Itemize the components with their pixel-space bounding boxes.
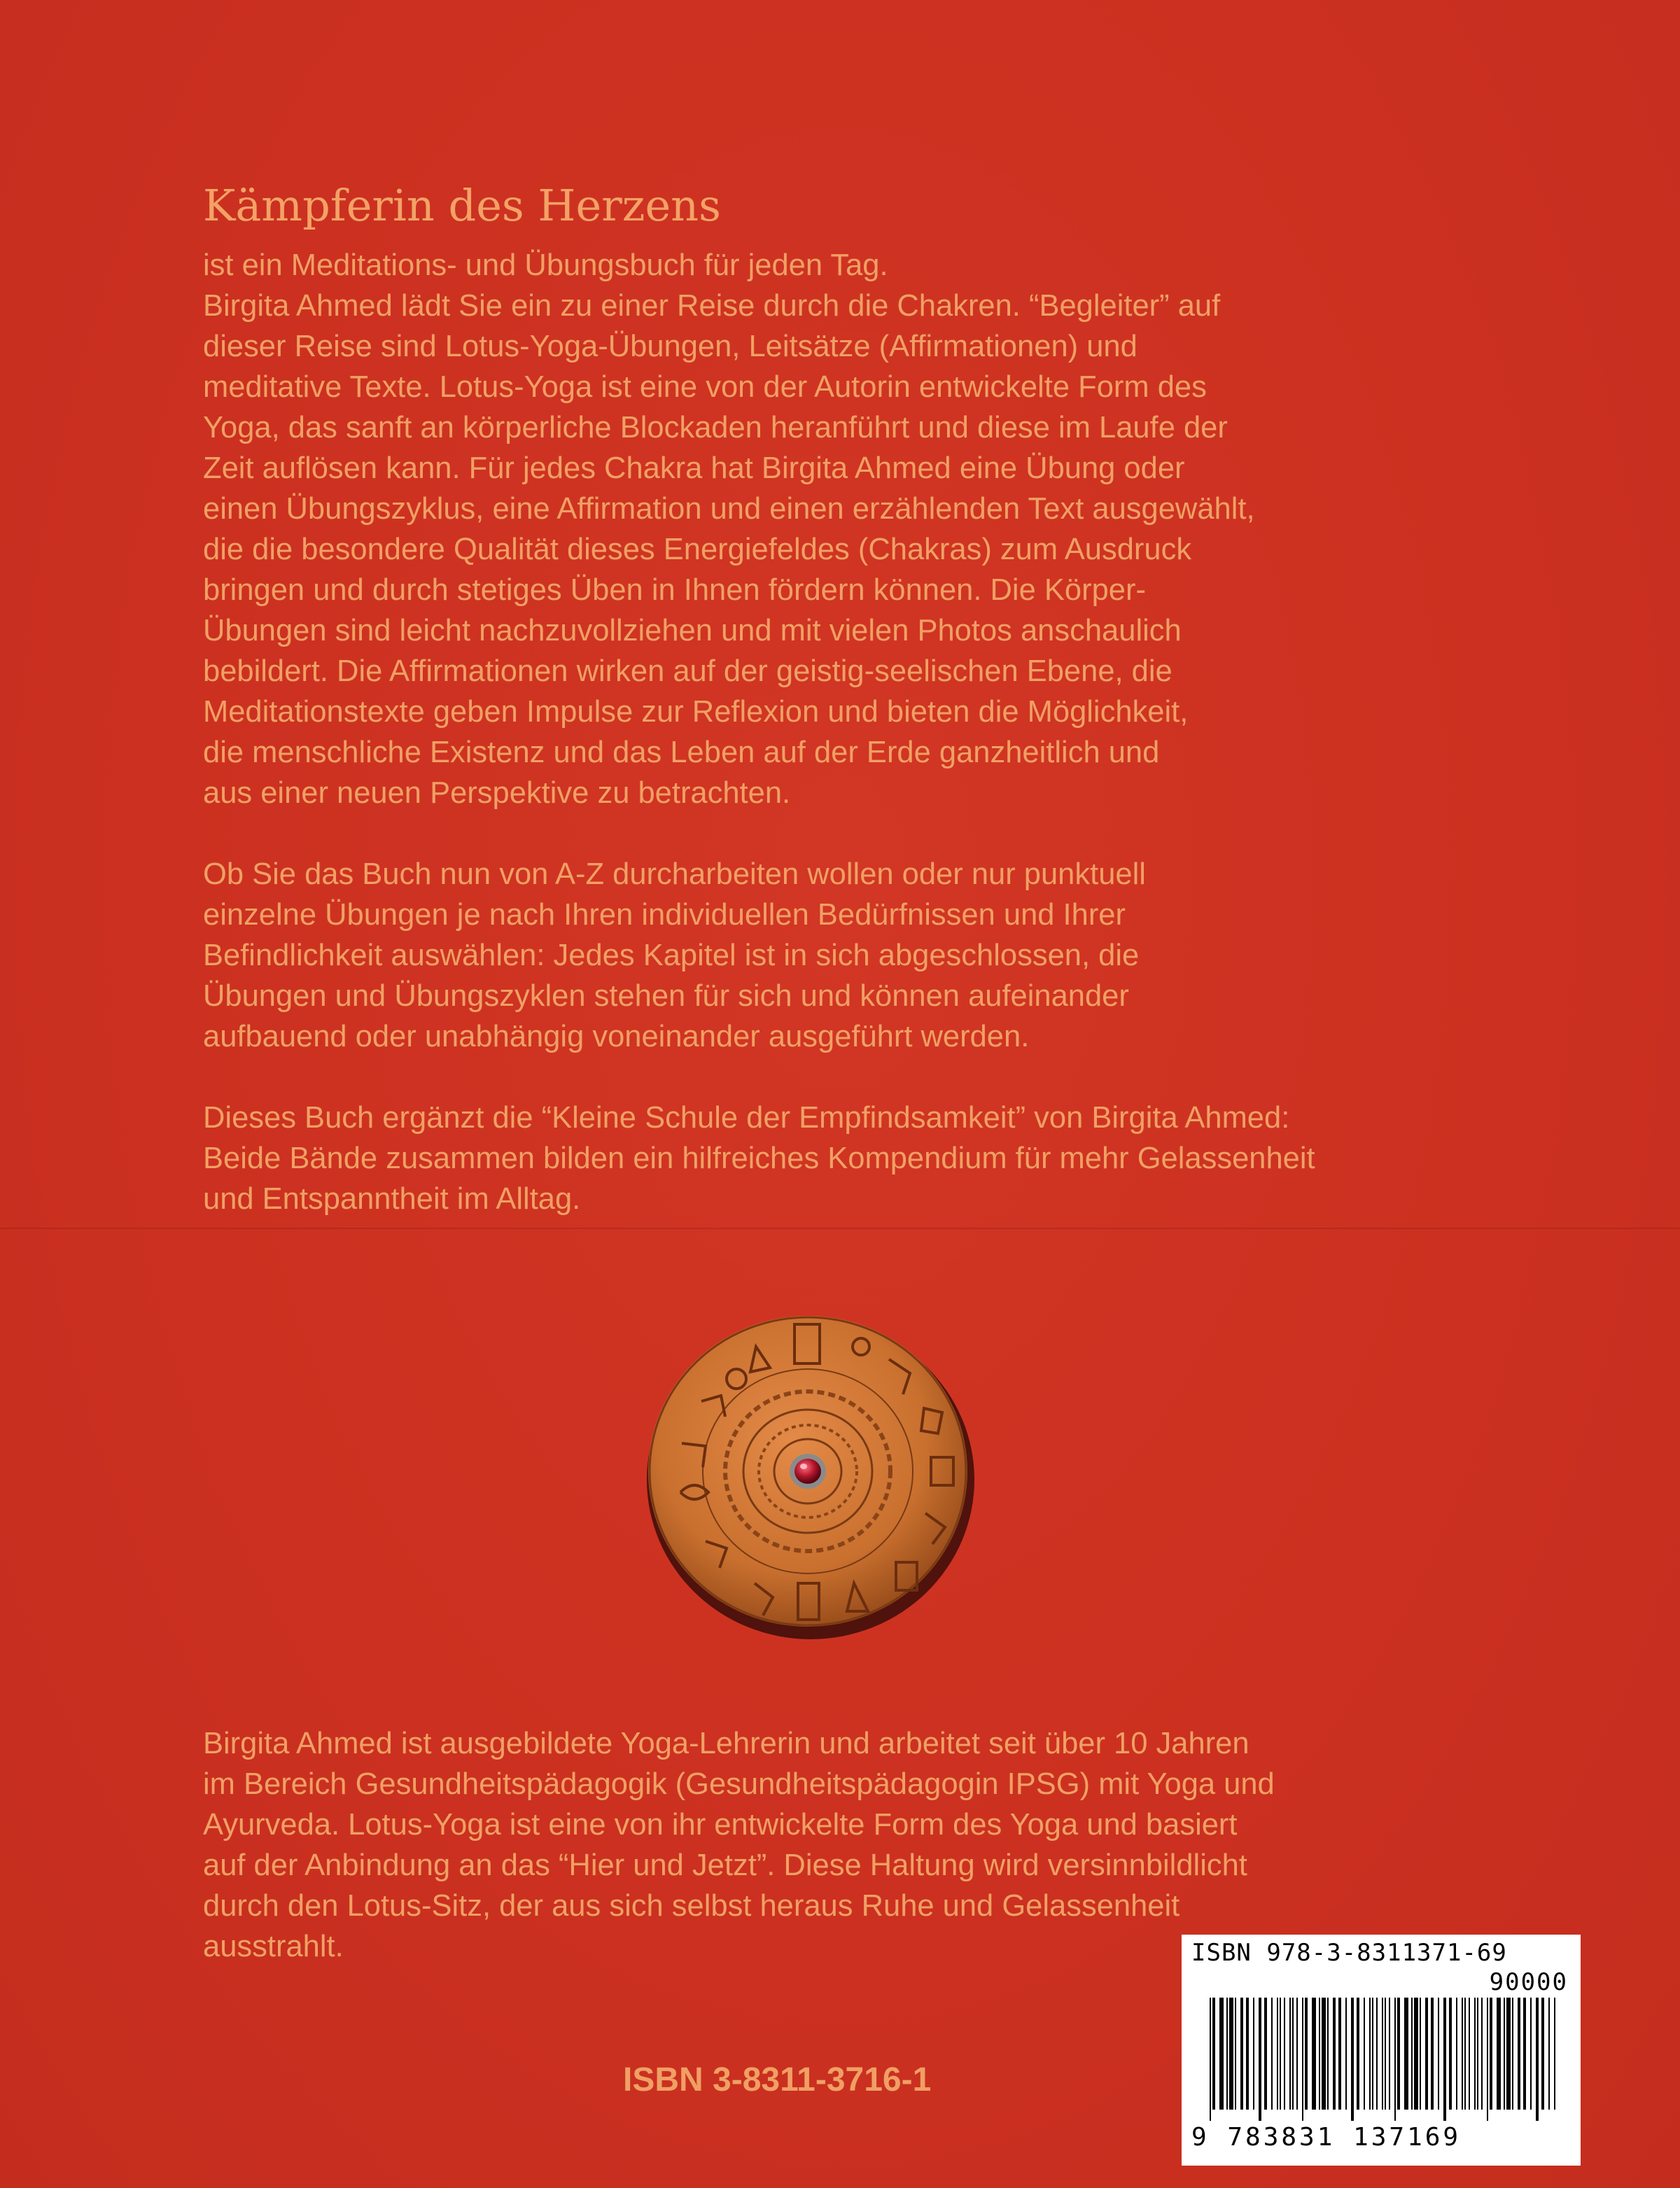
barcode-bar (1487, 1998, 1488, 2121)
text-line: aus einer neuen Perspektive zu betrachten. (203, 776, 791, 810)
barcode-bar (1397, 1998, 1400, 2110)
text-line: bebildert. Die Affirmationen wirken auf der geistig-seelischen Ebene, die (203, 654, 1172, 688)
text-line: ausstrahlt. (203, 1930, 344, 1963)
text-line: bringen und durch stetiges Üben in Ihnen fördern können. Die Körper- (203, 573, 1146, 607)
isbn-barcode (1182, 1935, 1581, 2166)
barcode-bar (1443, 1998, 1446, 2121)
barcode-addon-code: 90000 (1489, 1968, 1568, 1996)
barcode-bar (1338, 1998, 1341, 2110)
barcode-bar (1414, 1998, 1418, 2110)
barcode-bar (1497, 1998, 1501, 2110)
barcode-digits: 9 783831 137169 (1191, 2123, 1462, 2152)
barcode-bar (1474, 1998, 1476, 2110)
barcode-bar (1296, 1998, 1298, 2110)
text-line: durch den Lotus-Sitz, der aus sich selbst heraus Ruhe und Gelassenheit (203, 1889, 1180, 1923)
barcode-bar (1219, 1998, 1224, 2110)
barcode-bar (1394, 1998, 1396, 2121)
barcode-bar (1322, 1998, 1326, 2110)
barcode-bar (1506, 1998, 1511, 2110)
barcode-bar (1364, 1998, 1365, 2110)
barcode-bar (1438, 1998, 1439, 2110)
text-line: einzelne Übungen je nach Ihren individuellen Bedürfnissen und Ihrer (203, 898, 1126, 932)
barcode-bar (1462, 1998, 1463, 2110)
barcode-bar (1518, 1998, 1520, 2110)
barcode-bar (1226, 1998, 1228, 2110)
barcode-bar (1312, 1998, 1316, 2110)
barcode-bar (1305, 1998, 1308, 2110)
text-line: meditative Texte. Lotus-Yoga ist eine von der Autorin entwickelte Form des (203, 370, 1207, 404)
book-title: Kämpferin des Herzens (203, 180, 721, 231)
barcode-bar (1541, 1998, 1544, 2110)
text-line: einen Übungszyklus, eine Affirmation und einen erzählenden Text ausgewählt, (203, 492, 1255, 526)
text-line: Beide Bände zusammen bilden ein hilfreiches Kompendium für mehr Gelassenheit (203, 1142, 1315, 1175)
barcode-bar (1280, 1998, 1281, 2110)
text-line: Birgita Ahmed lädt Sie ein zu einer Reise durch die Chakren. “Begleiter” auf (203, 289, 1221, 323)
text-line: und Entspanntheit im Alltag. (203, 1182, 581, 1216)
text-line: Befindlichkeit auswählen: Jedes Kapitel ist in sich abgeschlossen, die (203, 939, 1140, 972)
usage-paragraph (203, 854, 1554, 1057)
barcode-bars (1210, 1998, 1560, 2121)
barcode-bar (1449, 1998, 1452, 2110)
text-line: Übungen sind leicht nachzuvollziehen und mit vielen Photos anschaulich (203, 614, 1182, 647)
barcode-bar (1385, 1998, 1386, 2110)
barcode-bar (1357, 1998, 1359, 2110)
barcode-bar (1264, 1998, 1267, 2110)
barcode-bar (1530, 1998, 1532, 2110)
barcode-bar (1253, 1998, 1254, 2110)
text-line: Ob Sie das Buch nun von A-Z durcharbeiten wollen oder nur punktuell (203, 857, 1146, 891)
barcode-bar (1554, 1998, 1555, 2110)
text-line: Yoga, das sanft an körperliche Blockaden heranführt und diese im Laufe der (203, 411, 1228, 444)
fold-line (0, 1228, 1680, 1229)
barcode-bar (1404, 1998, 1408, 2110)
barcode-bar (1389, 1998, 1390, 2110)
barcode-bar (1420, 1998, 1421, 2110)
barcode-bar (1210, 1998, 1211, 2121)
barcode-bar (1469, 1998, 1470, 2110)
barcode-bar (1259, 1998, 1261, 2121)
barcode-bar (1376, 1998, 1378, 2110)
barcode-bar (1289, 1998, 1291, 2110)
barcode-bar (1292, 1998, 1294, 2110)
barcode-bar (1284, 1998, 1285, 2110)
barcode-bar (1327, 1998, 1329, 2110)
text-line: Birgita Ahmed ist ausgebildete Yoga-Lehrerin und arbeitet seit über 10 Jahren (203, 1727, 1250, 1760)
barcode-bar (1477, 1998, 1478, 2110)
barcode-bar (1351, 1998, 1354, 2121)
text-line: dieser Reise sind Lotus-Yoga-Übungen, Leitsätze (Affirmationen) und (203, 330, 1138, 363)
barcode-bar (1431, 1998, 1434, 2110)
barcode-bar (1382, 1998, 1383, 2110)
barcode-bar (1512, 1998, 1513, 2110)
barcode-bar (1372, 1998, 1373, 2110)
barcode-bar (1240, 1998, 1243, 2110)
barcode-bar (1425, 1998, 1428, 2110)
text-line: Zeit auflösen kann. Für jedes Chakra hat Birgita Ahmed eine Übung oder (203, 451, 1185, 485)
companion-book-paragraph (203, 1097, 1554, 1219)
text-line: im Bereich Gesundheitspädagogik (Gesundheitspädagogin IPSG) mit Yoga und (203, 1767, 1275, 1801)
author-bio-paragraph (203, 1723, 1554, 1967)
barcode-bar (1302, 1998, 1303, 2121)
barcode-bar (1464, 1998, 1466, 2110)
text-line: Meditationstexte geben Impulse zur Reflexion und bieten die Möglichkeit, (203, 695, 1189, 729)
barcode-bar (1481, 1998, 1483, 2110)
text-line: die menschliche Existenz und das Leben auf der Erde ganzheitlich und (203, 736, 1160, 769)
barcode-bar (1369, 1998, 1371, 2110)
barcode-bar (1523, 1998, 1526, 2110)
barcode-bar (1229, 1998, 1233, 2110)
barcode-bar (1235, 1998, 1236, 2110)
barcode-bar (1271, 1998, 1273, 2110)
barcode-bar (1548, 1998, 1550, 2110)
barcode-bar (1277, 1998, 1278, 2110)
barcode-bar (1319, 1998, 1320, 2110)
text-line: aufbauend oder unabhängig voneinander ausgeführt werden. (203, 1020, 1030, 1053)
isbn-label: ISBN 3-8311-3716-1 (623, 2061, 932, 2098)
text-line: Ayurveda. Lotus-Yoga ist eine von ihr entwickelte Form des Yoga und basiert (203, 1808, 1238, 1842)
barcode-bar (1490, 1998, 1492, 2110)
barcode-bar (1333, 1998, 1336, 2110)
barcode-bar (1504, 1998, 1505, 2110)
text-line: Übungen und Übungszyklen stehen für sich und können aufeinander (203, 979, 1129, 1013)
text-line: ist ein Meditations- und Übungsbuch für jeden Tag. (203, 248, 888, 282)
barcode-isbn-line: ISBN 978-3-8311371-69 (1191, 1939, 1507, 1967)
barcode-bar (1456, 1998, 1457, 2110)
barcode-bar (1536, 1998, 1539, 2121)
barcode-bar (1345, 1998, 1347, 2110)
text-line: Dieses Buch ergänzt die “Kleine Schule der Empfindsamkeit” von Birgita Ahmed: (203, 1101, 1290, 1135)
barcode-bar (1246, 1998, 1249, 2110)
barcode-bar (1411, 1998, 1413, 2110)
text-line: auf der Anbindung an das “Hier und Jetzt”. Diese Haltung wird versinnbildlicht (203, 1849, 1247, 1882)
chakra-medallion-icon (623, 1303, 987, 1646)
text-line: die die besondere Qualität dieses Energiefeldes (Chakras) zum Ausdruck (203, 533, 1192, 566)
barcode-bar (1212, 1998, 1215, 2110)
intro-paragraph (203, 245, 1554, 813)
